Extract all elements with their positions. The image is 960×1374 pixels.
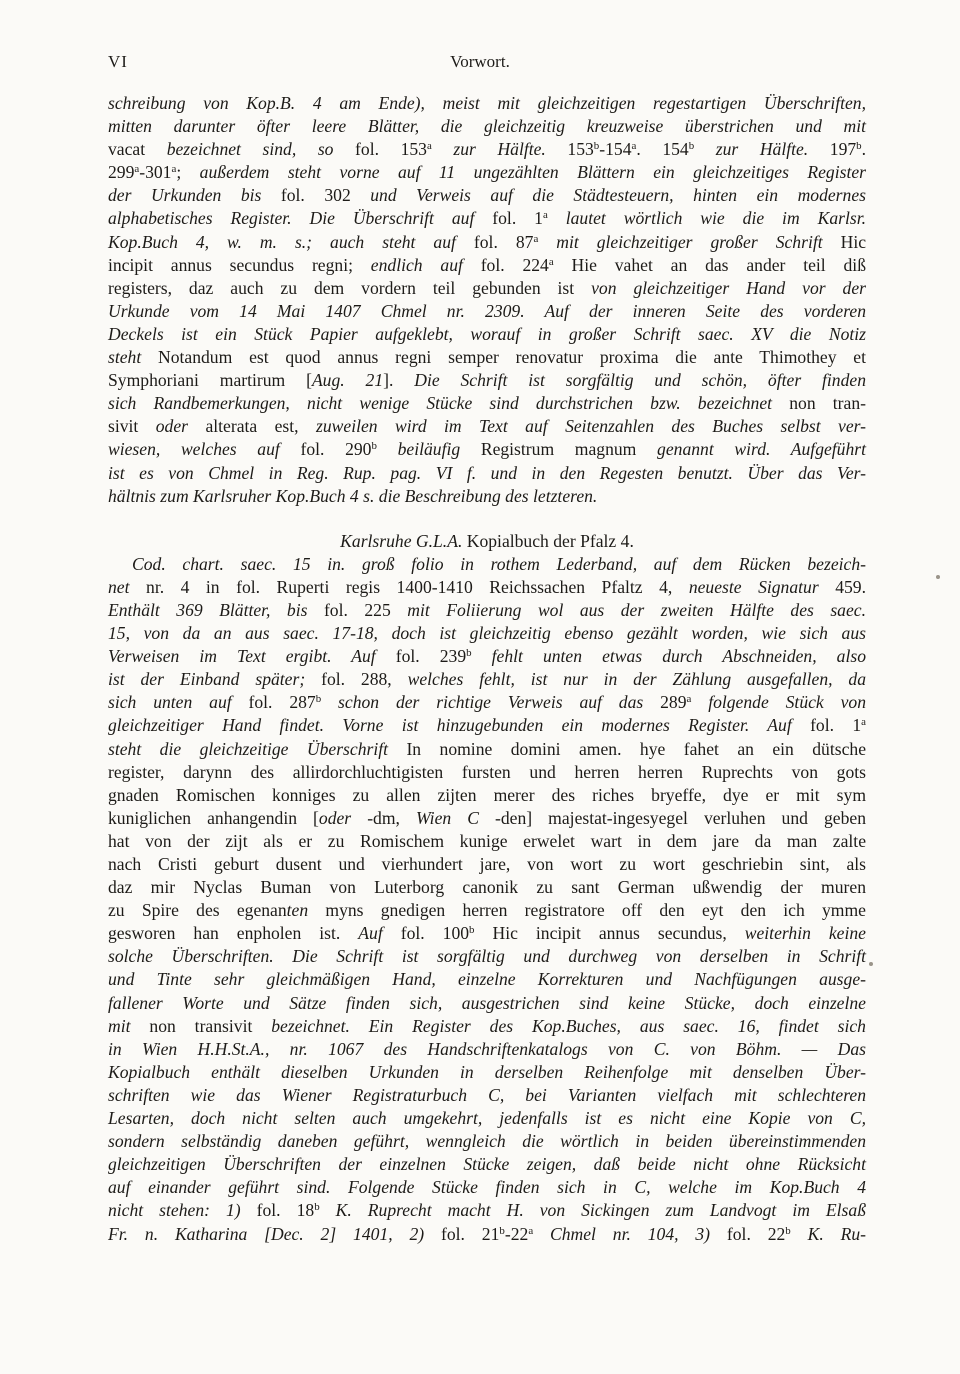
italic-text: nicht stehen: 1) [108, 1200, 257, 1221]
italic-text: gleichzeitigen Überschriften der einzelnen Stücke zeigen, daß beide nicht ohne Rücksicht [108, 1154, 866, 1175]
text-line [108, 1061, 866, 1084]
page-header [108, 52, 852, 76]
body-text [108, 92, 866, 1246]
superscript: a [171, 163, 177, 176]
roman-text: incipit annus secundus regni; [108, 254, 371, 275]
text-line [108, 392, 866, 415]
superscript: a [134, 163, 140, 176]
superscript: b [499, 1224, 505, 1237]
roman-text: . 154 [636, 139, 689, 160]
roman-text: 299 [108, 162, 135, 183]
italic-text: Aug. 21 [311, 370, 384, 391]
roman-text: register, darynn des allirdorchluchtigisten fursten und herren herren Ruprechts von gots [108, 761, 866, 782]
roman-text: gnaden Romischen konniges zu allen zijten merer des riches bryeffe, dye er mit sym [108, 784, 866, 805]
text-line [108, 207, 866, 230]
italic-text: Kop.Buch 4, w. m. s.; auch steht auf [108, 231, 474, 252]
text-line [108, 853, 866, 876]
text-line [108, 576, 866, 599]
roman-text: -22 [504, 1223, 529, 1244]
roman-text: ]. [383, 370, 415, 391]
roman-text: sivit [108, 416, 156, 437]
italic-text: lautet wörtlich wie die im Karlsr. [547, 208, 866, 229]
text-line [108, 231, 866, 254]
italic-text: Deckels ist ein Stück Papier aufgeklebt, worauf in großer Schrift saec. XV die Notiz [108, 323, 866, 344]
italic-text: endlich auf [370, 254, 481, 275]
roman-text: ; [176, 162, 200, 183]
superscript: b [466, 647, 472, 660]
italic-text: schon der richtige Verweis auf das [321, 692, 661, 713]
text-line [108, 899, 866, 922]
italic-text: sondern selbständig daneben geführt, wenngleich die wörtlich in beiden übereinstimmenden [108, 1131, 866, 1152]
roman-text: fol. 288, [321, 669, 408, 690]
italic-text: net [108, 576, 147, 597]
text-line [108, 784, 866, 807]
roman-text: fol. 18 [256, 1200, 315, 1221]
text-line [108, 415, 866, 438]
italic-text: in Wien H.H.St.A., nr. 1067 des Handschriftenkatalogs von C. von Böhm. — Das [108, 1038, 866, 1059]
roman-text: gesworen han enpholen ist. [108, 923, 359, 944]
italic-text: mit [108, 1015, 150, 1036]
italic-text: Wien C [416, 807, 496, 828]
roman-text: -301 [139, 162, 172, 183]
superscript: a [426, 140, 432, 153]
italic-text: auf einander geführt sind. Folgende Stücke finden sich in C, welche im Kop.Buch 4 [108, 1177, 866, 1198]
text-line [108, 738, 866, 761]
superscript: a [686, 693, 692, 706]
italic-text: und Tinte sehr gleichmäßigen Hand, einzelne Korrekturen und Nachfügungen ausge- [108, 969, 866, 990]
superscript: b [469, 924, 475, 937]
italic-text: ten [286, 900, 326, 921]
roman-text: fol. 100 [400, 923, 470, 944]
roman-text: In nomine domini amen. hye fahet an ein dütsche [406, 738, 867, 759]
italic-text: zuweilen wird im Text auf Seitenzahlen des Buches selbst ver- [316, 416, 867, 437]
italic-text: wiesen, welches auf [108, 439, 301, 460]
italic-text: K. Ruprecht macht H. von Sickingen zum Landvogt im Elsaß [319, 1200, 866, 1221]
italic-text: Die Schrift ist sorgfältig und schön, öfter finden [414, 370, 866, 391]
italic-text: oder [155, 416, 206, 437]
superscript: a [631, 140, 637, 153]
text-line [108, 1153, 866, 1176]
roman-text: daz mir Nyclas Buman von Luterborg canonik zu sant German ußwendig der muren [108, 877, 866, 898]
roman-text: Kopialbuch der Pfalz 4. [466, 530, 634, 551]
text-line [108, 1130, 866, 1153]
text-line [108, 1084, 866, 1107]
roman-text: non tran- [789, 393, 866, 414]
superscript: b [315, 693, 322, 706]
roman-text: fol. 290 [300, 439, 372, 460]
italic-text: folgende Stück von [691, 692, 867, 713]
italic-text: Chmel nr. 104, 3) [533, 1223, 727, 1244]
italic-text: oder [318, 807, 368, 828]
section-gap [108, 508, 866, 530]
text-line [108, 300, 866, 323]
roman-text: . [861, 139, 867, 160]
text-line [108, 462, 866, 485]
roman-text: fol. 1 [810, 715, 862, 736]
italic-text: genannt wird. Aufgeführt [657, 439, 867, 460]
text-line [108, 277, 866, 300]
text-line [108, 254, 866, 277]
roman-text: alterata est, [205, 416, 316, 437]
italic-text: mit Foliierung wol aus der zweiten Hälfte des saec. [407, 599, 866, 620]
italic-text: schriften wie das Wiener Registraturbuch C, bei Varianten vielfach mit schlechteren [108, 1084, 866, 1105]
italic-text: zur Hälfte. [694, 139, 830, 160]
italic-text: weiterhin keine [744, 923, 866, 944]
italic-text: ist der Einband später; [108, 669, 322, 690]
text-line [108, 691, 866, 714]
italic-text: bezeichnet. Ein Register des Kop.Buches, aus saec. 16, findet sich [271, 1015, 866, 1036]
italic-text: Cod. chart. saec. 15 in. groß folio in rothem Lederband, auf dem Rücken bezeich- [132, 553, 866, 574]
roman-text: 197 [829, 139, 857, 160]
text-line [108, 830, 866, 853]
italic-text: von gleichzeitiger Hand vor der [591, 277, 866, 298]
italic-text: sich unten auf [108, 692, 249, 713]
roman-text: kuniglichen anhangendin [ [108, 807, 319, 828]
italic-text: der Urkunden bis [108, 185, 281, 206]
roman-text: zu Spire des egenan [108, 900, 287, 921]
text-line [108, 485, 866, 508]
superscript: a [861, 716, 866, 729]
roman-text: 289 [660, 692, 687, 713]
text-line [108, 599, 866, 622]
text-line [108, 761, 866, 784]
roman-text: registers, daz auch zu dem vordern teil gebunden ist [108, 277, 592, 298]
text-line [108, 115, 866, 138]
roman-text: Registrum magnum [480, 439, 658, 460]
text-line [108, 968, 866, 991]
italic-text: sich Randbemerkungen, nicht wenige Stücke sind durchstrichen bzw. bezeichnet [108, 393, 790, 414]
running-title: Vorwort. [450, 52, 510, 71]
roman-text: fol. 87 [473, 231, 534, 252]
roman-text: fol. 153 [355, 139, 427, 160]
roman-text: Hie vahet an das ander teil diß [553, 254, 866, 275]
text-line [108, 807, 866, 830]
text-line [108, 1199, 866, 1222]
superscript: b [785, 1224, 791, 1237]
roman-text: nach Cristi geburt dusent und vierhundert jare, von wort zu wort geschriebin sint, als [108, 854, 866, 874]
text-line [108, 1107, 866, 1130]
italic-text: ist es von Chmel in Reg. Rup. pag. VI f. und in den Regesten benutzt. Über das Ver- [108, 462, 866, 483]
italic-text: und Verweis auf die Städtesteuern, hinten ein modernes [370, 185, 866, 206]
roman-text: fol. 225 [323, 599, 408, 620]
roman-text: fol. 224 [480, 254, 549, 275]
roman-text: Symphoriani martirum [ [108, 370, 312, 391]
roman-text: myns gnedigen herren registratore off den eyt den ich ymme [325, 900, 866, 921]
italic-text: Lesarten, doch nicht selten auch umgekehrt, jedenfalls ist es nicht eine Kopie von C, [108, 1108, 866, 1129]
text-line [108, 1223, 866, 1246]
superscript: a [548, 255, 554, 268]
text-line [108, 346, 866, 369]
text-line [108, 184, 866, 207]
text-line [108, 92, 866, 115]
roman-text: -den] majestat-ingesyegel verluhen und geben [495, 807, 866, 828]
margin-mark [936, 575, 940, 579]
italic-text: fallener Worte und Sätze finden sich, ausgestrichen sind keine Stücke, doch einzelne [108, 992, 866, 1013]
italic-text: bezeichnet sind, so [166, 139, 356, 160]
italic-text: 15, von da an aus saec. 17-18, doch ist gleichzeitig ebenso gezählt worden, wie sich aus [108, 623, 866, 644]
italic-text: Kopialbuch enthält dieselben Urkunden in derselben Reihenfolge mit denselben Über- [108, 1061, 866, 1082]
italic-text: welches fehlt, ist nur in der Zählung ausgefallen, da [407, 669, 867, 690]
text-line [108, 1015, 866, 1038]
roman-text: -154 [599, 139, 632, 160]
italic-text: mit gleichzeitiger großer Schrift [538, 231, 841, 252]
italic-text: alphabetisches Register. Die Überschrift auf [108, 208, 493, 229]
roman-text: Hic incipit annus secundus, [474, 923, 745, 944]
italic-text: steht die gleichzeitige Überschrift [108, 738, 407, 759]
text-line [108, 1176, 866, 1199]
roman-text: fol. 287 [248, 692, 316, 713]
roman-text: non transivit [149, 1015, 272, 1036]
italic-text: Karlsruhe G.L.A. [340, 530, 467, 551]
roman-text: vacat [108, 139, 167, 160]
roman-text: fol. 22 [726, 1223, 786, 1244]
italic-text: hältnis zum Karlsruher Kop.Buch 4 s. die Beschreibung des letzteren. [108, 485, 598, 506]
italic-text: Urkunde vom 14 Mai 1407 Chmel nr. 2309. Auf der inneren Seite des vorderen [108, 300, 866, 321]
text-line [108, 553, 866, 576]
italic-text: zur Hälfte. [431, 139, 568, 160]
italic-text: mitten darunter öfter leere Blätter, die gleichzeitig kreuzweise überstrichen und mit [108, 116, 866, 137]
italic-text: Enthält 369 Blätter, bis [108, 599, 324, 620]
italic-text: beiläufig [376, 439, 481, 460]
roman-text: fol. 239 [395, 646, 467, 667]
text-line [108, 622, 866, 645]
page-number: VI [108, 52, 128, 71]
margin-mark [869, 962, 873, 966]
italic-text: fehlt unten etwas durch Abschneiden, also [471, 646, 866, 667]
text-line [108, 876, 866, 899]
superscript: a [542, 209, 548, 222]
roman-text: fol. 1 [492, 208, 543, 229]
roman-text: fol. 21 [441, 1223, 500, 1244]
text-line [108, 992, 866, 1015]
text-line [108, 438, 866, 461]
text-line [108, 161, 866, 184]
superscript: a [528, 1224, 534, 1237]
superscript: b [856, 140, 862, 153]
text-line [108, 714, 866, 737]
roman-text: nr. 4 in fol. Ruperti regis 1400-1410 Reichssachen Pfaltz 4, [146, 576, 689, 597]
roman-text: hat von der zijt als er zu Romischem kunige erwelet wart in dem jare da man zalte [108, 830, 866, 851]
italic-text: K. Ru- [790, 1223, 866, 1244]
italic-text: solche Überschriften. Die Schrift ist sorgfältig und durchweg von derselben in Schrift [108, 946, 866, 967]
superscript: b [371, 440, 377, 453]
italic-text: neueste Signatur [688, 576, 836, 597]
italic-text: steht [108, 347, 159, 368]
superscript: b [314, 1201, 320, 1214]
text-line [108, 1038, 866, 1061]
roman-text: Hic [840, 231, 867, 252]
italic-text: Auf [358, 923, 401, 944]
text-line [108, 668, 866, 691]
text-line [108, 945, 866, 968]
text-line [108, 369, 866, 392]
superscript: b [688, 140, 695, 153]
italic-text: außerdem steht vorne auf 11 ungezählten Blättern ein gleichzeitiges Register [199, 162, 866, 183]
text-line [108, 138, 866, 161]
italic-text: schreibung von Kop.B. 4 am Ende), meist mit gleichzeitigen regestartigen Überschriften, [108, 93, 866, 113]
italic-text: Fr. n. Katharina [Dec. 2] 1401, 2) [108, 1223, 442, 1244]
roman-text: -dm, [367, 807, 416, 828]
superscript: a [533, 232, 539, 245]
section-heading [108, 530, 866, 553]
roman-text: 153 [567, 139, 594, 160]
italic-text: Verweisen im Text ergibt. Auf [108, 646, 396, 667]
superscript: b [593, 140, 600, 153]
text-line [108, 922, 866, 945]
roman-text: Notandum est quod annus regni semper renovatur proxima die ante Thimothey et [158, 347, 866, 368]
text-line [108, 323, 866, 346]
italic-text: gleichzeitiger Hand findet. Vorne ist hinzugebunden ein modernes Register. Auf [108, 715, 811, 736]
roman-text: 459. [835, 576, 866, 597]
roman-text: fol. 302 [280, 185, 371, 206]
text-line [108, 645, 866, 668]
